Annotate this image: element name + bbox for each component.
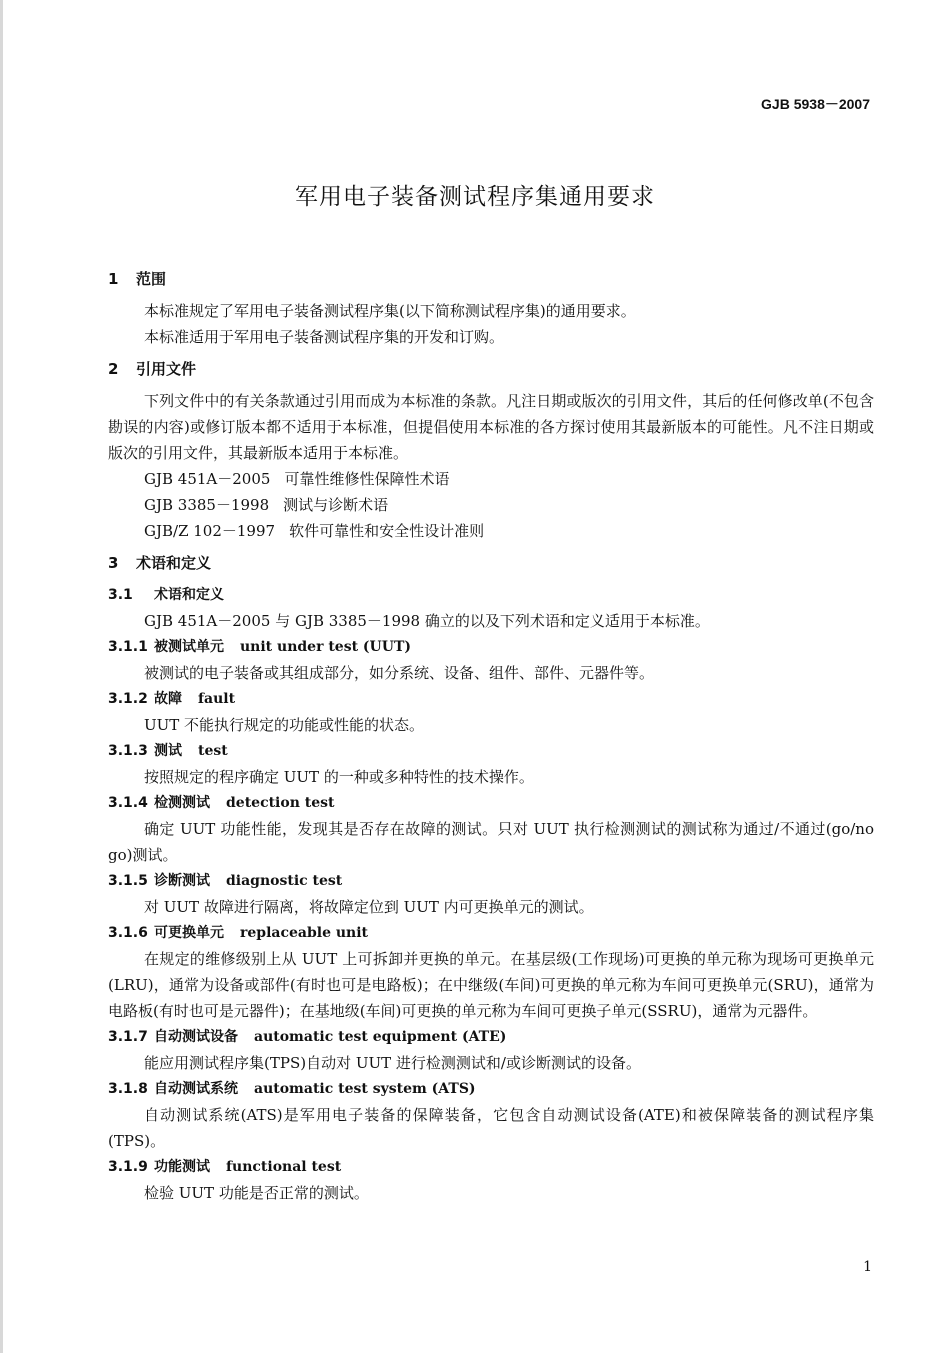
section-2-heading: 2 引用文件 bbox=[108, 360, 197, 378]
term-definition: UUT 不能执行规定的功能或性能的状态。 bbox=[144, 716, 425, 734]
term-heading: 3.1.4 检测测试 detection test bbox=[108, 795, 335, 811]
page-number: 1 bbox=[863, 1259, 872, 1275]
term-heading: 3.1.7 自动测试设备 automatic test equipment (ATE) bbox=[108, 1029, 507, 1045]
reference-item: GJB/Z 102－1997 软件可靠性和安全性设计准则 bbox=[144, 522, 485, 540]
paragraph: 本标准适用于军用电子装备测试程序集的开发和订购。 bbox=[144, 328, 505, 346]
term-heading: 3.1.5 诊断测试 diagnostic test bbox=[108, 873, 343, 889]
term-heading: 3.1.3 测试 test bbox=[108, 743, 228, 759]
term-heading: 3.1.8 自动测试系统 automatic test system (ATS) bbox=[108, 1081, 476, 1097]
reference-item: GJB 451A－2005 可靠性维修性保障性术语 bbox=[144, 470, 450, 488]
paragraph: 下列文件中的有关条款通过引用而成为本标准的条款。凡注日期或版次的引用文件，其后的任何修改单(不包含勘误的内容)或修订版本都不适用于本标准，但提倡使用本标准的各方探讨使用其最新版本的可能性。凡不注日期或版次的引用文件，其最新版本适用于本标准。 bbox=[108, 392, 874, 462]
paragraph: GJB 451A－2005 与 GJB 3385－1998 确立的以及下列术语和定义适用于本标准。 bbox=[144, 612, 710, 630]
term-definition: 在规定的维修级别上从 UUT 上可拆卸并更换的单元。在基层级(工作现场)可更换的单元称为现场可更换单元(LRU)，通常为设备或部件(有时也可是电路板)；在中继级(车间)可更换的单元称为车间可更换单元(SRU)，通常为电路板(有时也可是元器件)；在基地级(车间)可更换的单元称为车间可更换子单元(SSRU)，通常为元器件。 bbox=[108, 950, 874, 1020]
document-body bbox=[108, 260, 874, 1206]
term-definition: 自动测试系统(ATS)是军用电子装备的保障装备，它包含自动测试设备(ATE)和被保障装备的测试程序集(TPS)。 bbox=[108, 1106, 874, 1150]
term-heading: 3.1.6 可更换单元 replaceable unit bbox=[108, 925, 368, 941]
standard-number: GJB 5938－2007 bbox=[761, 96, 870, 112]
subsection-heading: 3.1 术语和定义 bbox=[108, 587, 224, 603]
section-1-heading: 1 范围 bbox=[108, 270, 167, 288]
term-definition: 能应用测试程序集(TPS)自动对 UUT 进行检测测试和/或诊断测试的设备。 bbox=[144, 1054, 641, 1072]
term-heading: 3.1.2 故障 fault bbox=[108, 691, 236, 707]
term-heading: 3.1.9 功能测试 functional test bbox=[108, 1159, 342, 1175]
term-definition: 对 UUT 故障进行隔离，将故障定位到 UUT 内可更换单元的测试。 bbox=[144, 898, 594, 916]
term-definition: 被测试的电子装备或其组成部分，如分系统、设备、组件、部件、元器件等。 bbox=[144, 664, 655, 682]
term-definition: 按照规定的程序确定 UUT 的一种或多种特性的技术操作。 bbox=[144, 768, 534, 786]
term-definition: 确定 UUT 功能性能，发现其是否存在故障的测试。只对 UUT 执行检测测试的测试称为通过/不通过(go/no go)测试。 bbox=[108, 820, 874, 864]
term-definition: 检验 UUT 功能是否正常的测试。 bbox=[144, 1184, 369, 1202]
section-3-heading: 3 术语和定义 bbox=[108, 554, 212, 572]
reference-item: GJB 3385－1998 测试与诊断术语 bbox=[144, 496, 389, 514]
document-title: 军用电子装备测试程序集通用要求 bbox=[295, 184, 655, 210]
term-heading: 3.1.1 被测试单元 unit under test (UUT) bbox=[108, 639, 412, 655]
paragraph: 本标准规定了军用电子装备测试程序集(以下简称测试程序集)的通用要求。 bbox=[144, 302, 636, 320]
